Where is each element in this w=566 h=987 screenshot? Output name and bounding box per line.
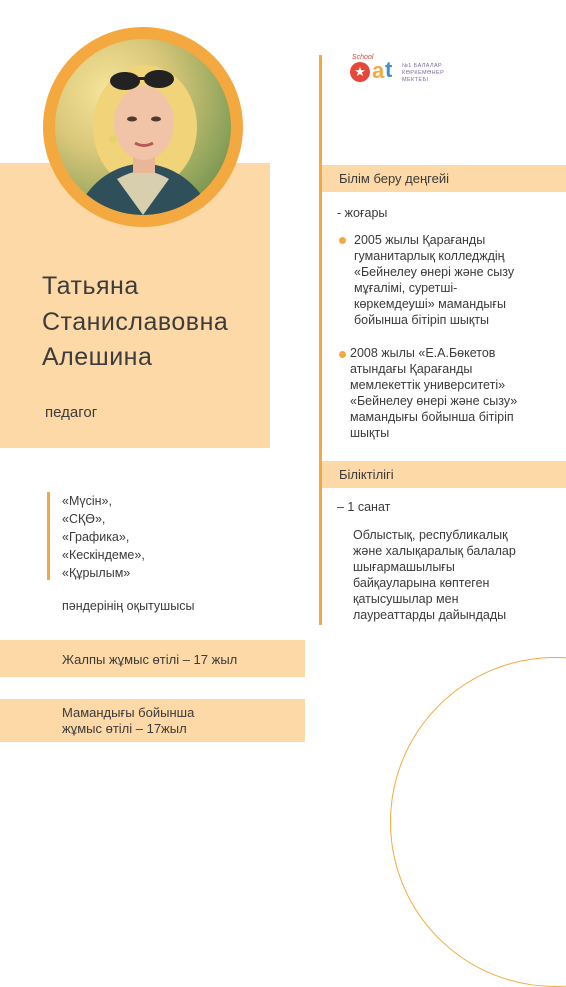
education-item-2-line: 2008 жылы «Е.А.Бөкетов	[350, 346, 496, 360]
logo-line2: КӨРКЕМӨНЕР	[402, 70, 445, 76]
general-experience-box	[0, 640, 305, 677]
subject-item: «СҚӨ»,	[62, 512, 106, 526]
education-item-1-line: гуманитарлық колледждің	[354, 249, 505, 263]
subject-item: «Графика»,	[62, 530, 130, 544]
portrait-photo	[55, 39, 231, 215]
bullet-icon	[339, 351, 346, 358]
specialty-experience-line2: жұмыс өтілі – 17жыл	[62, 721, 187, 736]
logo-text	[402, 63, 444, 84]
person-role: педагог	[45, 404, 98, 421]
qualification-header	[322, 461, 566, 488]
education-item-2	[350, 345, 517, 441]
qualification-category: – 1 санат	[337, 500, 391, 514]
education-item-2-line: атындағы Қарағанды	[350, 362, 473, 376]
subjects-accent-bar	[47, 492, 50, 580]
education-item-1-line: көркемдеуші» мамандығы	[354, 297, 506, 311]
person-name-last: Алешина	[42, 343, 153, 371]
qualification-line: байқауларына көптеген	[353, 576, 490, 590]
logo-line3: МЕКТЕБІ	[402, 77, 429, 83]
qualification-line: лауреаттарды дайындады	[353, 608, 507, 622]
qualification-line: шығармашылығы	[353, 560, 455, 574]
person-name-first: Татьяна	[42, 272, 139, 300]
education-item-2-line: мамандығы бойынша бітіріп	[350, 410, 514, 424]
specialty-experience-line1: Мамандығы бойынша	[62, 705, 195, 720]
logo-t-letter: t	[385, 57, 393, 82]
specialty-experience-box	[0, 699, 305, 742]
decorative-arc	[390, 657, 566, 987]
portrait-image	[55, 39, 231, 215]
logo-a-letter: a	[372, 58, 385, 83]
logo-line1: №1 БАЛАЛАР	[402, 63, 443, 69]
qualification-description	[353, 527, 516, 623]
general-experience-text: Жалпы жұмыс өтілі – 17 жыл	[62, 652, 238, 667]
education-item-1-line: мұғалімі, суретші-	[354, 281, 458, 295]
education-item-1	[354, 232, 514, 328]
qualification-line: қатысушылар мен	[353, 592, 459, 606]
qualification-header-label: Біліктілігі	[339, 467, 394, 482]
education-item-2-line: мемлекеттік университеті»	[350, 378, 506, 392]
education-item-1-line: «Бейнелеу өнері және сызу	[354, 265, 515, 279]
education-item-1-line: бойынша бітіріп шықты	[354, 313, 490, 327]
vertical-divider	[319, 55, 322, 625]
education-header-label: Білім беру деңгейі	[339, 171, 449, 186]
person-name-patronymic: Станиславовна	[42, 308, 229, 336]
education-item-1-line: 2005 жылы Қарағанды	[354, 233, 486, 247]
education-item-2-line: «Бейнелеу өнері және сызу»	[350, 394, 518, 408]
education-item-2-line: шықты	[350, 426, 390, 440]
qualification-line: Облыстық, республикалық	[353, 528, 508, 542]
bullet-icon	[339, 237, 346, 244]
subject-item: «Құрылым»	[62, 566, 131, 580]
subject-item: «Кескіндеме»,	[62, 548, 145, 562]
education-header	[322, 165, 566, 192]
star-icon: ★	[350, 62, 370, 82]
subject-item: «Мүсін»,	[62, 494, 112, 508]
qualification-line: және халықаралық балалар	[353, 544, 516, 558]
subjects-teacher-label: пәндерінің оқытушысы	[62, 599, 195, 613]
logo-school-word: School	[352, 54, 374, 61]
education-level: - жоғары	[337, 206, 388, 220]
